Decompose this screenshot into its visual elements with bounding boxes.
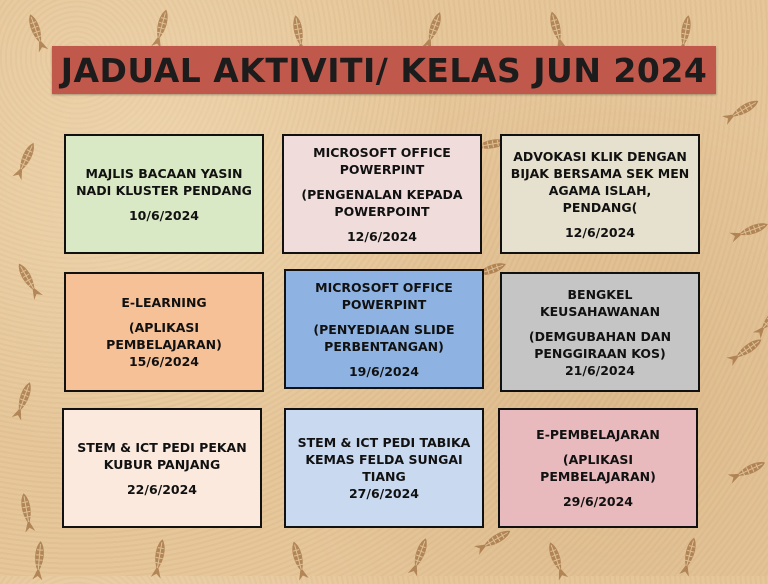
card-date: 29/6/2024	[562, 494, 633, 509]
fossil-fish-icon	[470, 523, 515, 560]
fossil-fish-icon	[724, 454, 768, 488]
activity-card-1	[64, 134, 264, 254]
card-subtext: (PENGENALAN KEPADA POWERPOINT	[301, 186, 463, 219]
fossil-fish-icon	[21, 10, 52, 56]
card-date: 10/6/2024	[128, 207, 199, 223]
card-date: 12/6/2024	[564, 224, 635, 240]
card-subtext: (PENYEDIAAN SLIDE PERBENTANGAN)	[313, 321, 455, 354]
card-date: 12/6/2024	[346, 228, 417, 244]
fossil-fish-icon	[11, 258, 48, 303]
fossil-fish-icon	[7, 378, 38, 424]
card-text: E-PEMBELAJARAN	[536, 427, 660, 442]
card-date: 21/6/2024	[564, 362, 635, 378]
activity-card-9	[498, 408, 698, 528]
fossil-fish-icon	[718, 93, 763, 130]
card-text: STEM & ICT PEDI TABIKA KEMAS FELDA SUNGAI TIANG	[297, 435, 471, 484]
card-date: 15/6/2024	[128, 354, 199, 369]
title-banner	[52, 46, 716, 94]
card-subtext: (DEMGUBAHAN DAN PENGGIRAAN KOS)	[528, 328, 672, 361]
card-date: 19/6/2024	[348, 363, 419, 379]
fossil-fish-icon	[541, 538, 572, 584]
card-text: MICROSOFT OFFICE POWERPINT	[315, 279, 453, 312]
card-subtext: (APLIKASI PEMBELAJARAN)	[106, 320, 222, 352]
fossil-fish-icon	[14, 491, 39, 535]
fossil-fish-icon	[147, 6, 175, 51]
card-date: 27/6/2024	[348, 486, 419, 501]
card-subtext: (APLIKASI PEMBELAJARAN)	[540, 452, 656, 484]
activity-card-4	[64, 272, 264, 392]
card-date: 22/6/2024	[126, 481, 197, 497]
activity-card-3	[500, 134, 700, 254]
activity-card-7	[62, 408, 262, 528]
activity-card-2	[282, 134, 482, 254]
fossil-fish-icon	[675, 534, 703, 579]
fossil-fish-icon	[146, 537, 171, 581]
activity-card-6	[500, 272, 700, 392]
activity-card-8	[284, 408, 484, 528]
card-text: MAJLIS BACAAN YASIN NADI KLUSTER PENDANG	[76, 165, 252, 198]
card-text: BENGKEL KEUSAHAWANAN	[539, 286, 661, 319]
card-text: MICROSOFT OFFICE POWERPINT	[313, 144, 451, 177]
page-title: JADUAL AKTIVITI/ KELAS JUN 2024	[60, 50, 708, 90]
fossil-fish-icon	[28, 539, 50, 582]
fossil-fish-icon	[403, 534, 434, 580]
card-text: STEM & ICT PEDI PEKAN KUBUR PANJANG	[77, 439, 247, 472]
card-text: ADVOKASI KLIK DENGAN BIJAK BERSAMA SEK MEN AGAMA ISLAH, PENDANG(	[510, 148, 690, 215]
card-text: E-LEARNING	[121, 295, 207, 310]
fossil-fish-icon	[726, 215, 768, 246]
activity-card-5	[284, 269, 484, 389]
fossil-fish-icon	[8, 138, 42, 184]
fossil-fish-icon	[285, 538, 313, 583]
